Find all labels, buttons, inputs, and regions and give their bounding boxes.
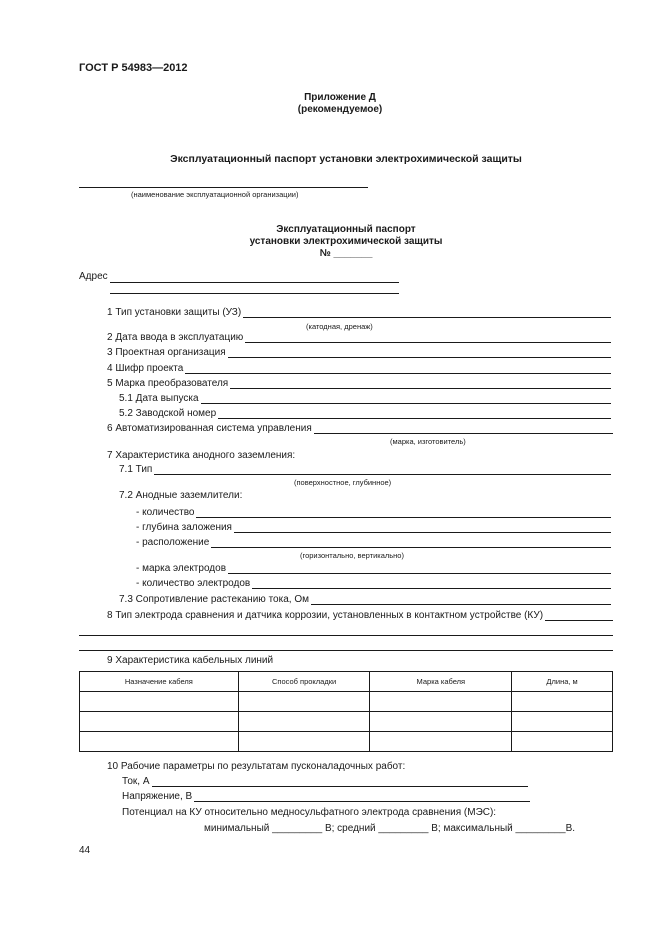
table-cell: [370, 732, 512, 752]
item7-2-c-label: - расположение: [136, 537, 210, 548]
address-line-1: [110, 282, 399, 283]
item7-2-a-line: [136, 517, 611, 518]
table-cell: [370, 692, 512, 712]
table-row: [80, 692, 613, 712]
table-cell: [370, 712, 512, 732]
organization-caption: (наименование эксплуатационной организации): [131, 190, 299, 199]
table-row: [80, 712, 613, 732]
passport-number: № _______: [319, 248, 373, 259]
item7-1-caption: (поверхностное, глубинное): [294, 478, 392, 487]
item10-label: 10 Рабочие параметры по результатам пусконаладочных работ:: [107, 761, 406, 772]
item8-extra-line-1: [79, 635, 613, 636]
table-cell: [80, 732, 239, 752]
voltage-label: Напряжение, В: [122, 791, 193, 802]
item7-2-c-caption: (горизонтально, вертикально): [300, 551, 404, 560]
item7-2-e-label: - количество электродов: [136, 578, 251, 589]
address-line-2: [110, 293, 399, 294]
item7-2-b-label: - глубина заложения: [136, 522, 232, 533]
potential-label: Потенциал на КУ относительно медносульфатного электрода сравнения (МЭС):: [122, 807, 497, 818]
item7-2-a-label: - количество: [136, 507, 195, 518]
cable-purpose-header: Назначение кабеля: [80, 672, 239, 692]
item7-1-label: 7.1 Тип: [119, 464, 153, 475]
standard-number: ГОСТ Р 54983—2012: [79, 62, 188, 74]
item9-label: 9 Характеристика кабельных линий: [107, 655, 274, 666]
cable-brand-header: Марка кабеля: [370, 672, 512, 692]
potential-values: минимальный _________ В; средний _________ В; максимальный _________В.: [204, 823, 576, 834]
table-cell: [512, 692, 613, 712]
item5-1-label: 5.1 Дата выпуска: [119, 393, 199, 404]
document-title: Эксплуатационный паспорт установки электрохимической защиты: [170, 153, 522, 165]
table-cell: [238, 732, 370, 752]
appendix-title: Приложение Д: [304, 92, 376, 103]
table-cell: [80, 692, 239, 712]
appendix-subtitle: (рекомендуемое): [297, 104, 383, 115]
item7-1-line: [119, 474, 611, 475]
table-cell: [512, 732, 613, 752]
table-cell: [512, 712, 613, 732]
item8-label: 8 Тип электрода сравнения и датчика коррозии, установленных в контактном устройстве (КУ): [107, 610, 544, 621]
passport-title-line2: установки электрохимической защиты: [249, 236, 443, 247]
item7-3-label: 7.3 Сопротивление растеканию тока, Ом: [119, 594, 309, 605]
current-label: Ток, А: [122, 776, 150, 787]
address-label: Адрес: [79, 271, 108, 282]
item5-label: 5 Марка преобразователя: [107, 378, 229, 389]
item5-2-label: 5.2 Заводской номер: [119, 408, 217, 419]
passport-title-line1: Эксплуатационный паспорт: [276, 224, 416, 235]
item1-caption: (катодная, дренаж): [306, 322, 373, 331]
table-cell: [238, 692, 370, 712]
cable-table: [79, 671, 613, 752]
page-number: 44: [79, 845, 91, 856]
table-cell: [80, 712, 239, 732]
table-cell: [238, 712, 370, 732]
item6-label: 6 Автоматизированная система управления: [107, 423, 312, 434]
item6-caption: (марка, изготовитель): [390, 437, 466, 446]
item7-label: 7 Характеристика анодного заземления:: [107, 450, 296, 461]
cable-table-header: [80, 672, 613, 692]
current-line: [122, 786, 528, 787]
item4-label: 4 Шифр проекта: [107, 363, 184, 374]
cable-length-header: Длина, м: [512, 672, 613, 692]
item2-label: 2 Дата ввода в эксплуатацию: [107, 332, 244, 343]
item7-2-d-label: - марка электродов: [136, 563, 226, 574]
cable-laying-header: Способ прокладки: [238, 672, 370, 692]
item8-extra-line-2: [79, 650, 613, 651]
table-row: [80, 732, 613, 752]
organization-line: [79, 187, 368, 188]
item7-2-label: 7.2 Анодные заземлители:: [119, 490, 243, 501]
item1-label: 1 Тип установки защиты (УЗ): [107, 307, 242, 318]
item3-label: 3 Проектная организация: [107, 347, 226, 358]
